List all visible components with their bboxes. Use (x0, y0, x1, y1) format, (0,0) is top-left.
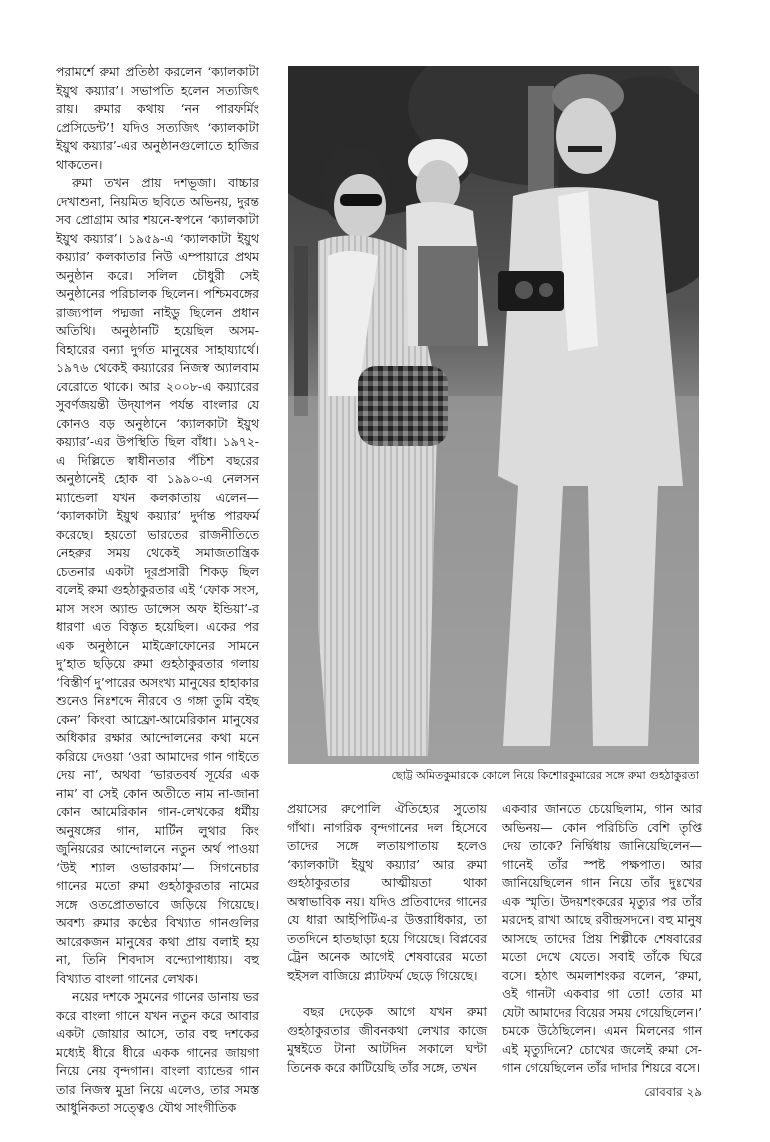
photo-caption: ছোট্ট অমিতকুমারকে কোলে নিয়ে কিশোরকুমারের সঙ্গে রুমা গুহঠাকুরতা (391, 769, 699, 782)
page-footer: রোববার ২৯ (644, 1085, 702, 1099)
article-column-right (502, 800, 702, 1078)
article-column-left (56, 63, 259, 1118)
article-paragraph: একবার জানতে চেয়েছিলাম, গান আর অভিনয়— কোন পরিচিতি বেশি তৃপ্তি দেয় তাকে? নির্দ্বিধায় জানিয়েছিলেন— গানেই তাঁর স্পষ্ট পক্ষপাত। আর জানিয়েছিলেন গান নিয়ে তাঁর দুঃখের এক স্মৃতি। উদয়শংকরের মৃত্যুর পর তাঁর মরদেহ রাখা আছে রবীন্দ্রসদনে। বহু মানুষ আসছে তাদের প্রিয় শিল্পীকে শেষবারের মতো দেখে যেতে। সবাই তাঁকে ঘিরে বসে। হঠাৎ অমলাশংকর বলেন, ‘রুমা, ওই গানটা একবার গা তো! তোর মা যেটা আমাদের বিয়ের সময় গেয়েছিলেন।’ চমকে উঠেছিলেন। এমন মিলনের গান এই মৃত্যুদিনে? চোখের জলেই রুমা সে-গান গেয়েছিলেন তাঁর দাদার শিয়রে বসে। (502, 801, 702, 1075)
article-paragraph: বছর দেড়েক আগে যখন রুমা গুহঠাকুরতার জীবনকথা লেখার কাজে মুম্বইতে টানা আটদিন সকালে ঘণ্টা তিনেক করে কাটিয়েছি তাঁর সঙ্গে, তখন (287, 1004, 487, 1075)
family-photo (288, 66, 699, 764)
article-column-middle (287, 800, 487, 1077)
article-paragraph: পরামর্শে রুমা প্রতিষ্ঠা করলেন ‘ক্যালকাটা ইয়ুথ কয়্যার’। সভাপতি হলেন সত্যজিৎ রায়। রুমার কথায় ‘নন পারফর্মিং প্রেসিডেন্ট’! যদিও সত্যজিৎ ‘ক্যালকাটা ইয়ুথ কয়্যার’-এর অনুষ্ঠানগুলোতে হাজির থাকতেন। (56, 64, 259, 172)
article-paragraph: নয়ের দশকে সুমনের গানের ডানায় ভর করে বাংলা গানে যখন নতুন করে আবার একটা জোয়ার আসে, তার বহু দশকের মধ্যেই ধীরে ধীরে একক গানের জায়গা নিয়ে নেয় বৃন্দগান। বাংলা ব্যান্ডের গান তার নিজস্ব মুদ্রা নিয়ে এলেও, তার সমস্ত আধুনিকতা সত্ত্বেও যৌথ সাংগীতিক (56, 989, 259, 1115)
article-paragraph: প্রয়াসের রুপোলি ঐতিহ্যের সুতোয় গাঁথা। নাগরিক বৃন্দগানের দল হিসেবে তাদের সঙ্গে লতায়পাতায় হলেও ‘ক্যালকাটা ইয়ুথ কয়্যার’ আর রুমা গুহঠাকুরতার আত্মীয়তা থাকা অস্বাভাবিক নয়। যদিও প্রতিবাদের গানের যে ধারা আইপিটিএ-র উত্তরাধিকার, তা ততদিনে হাতছাড়া হয়ে গিয়েছে। বিপ্লবের ট্রেন অনেক আগেই শেষবারের মতো হুইসল বাজিয়ে প্ল্যাটফর্ম ছেড়ে গিয়েছে। (287, 801, 487, 983)
article-paragraph: রুমা তখন প্রায় দশভূজা। বাচ্চার দেখাশুনা, নিয়মিত ছবিতে অভিনয়, দুরন্ত সব প্রোগ্রাম আর শয়নে-স্বপনে ‘ক্যালকাটা ইয়ুথ কয়্যার’। ১৯৫৯-এ ‘ক্যালকাটা ইয়ুথ কয়্যার’ কলকাতার নিউ এম্পায়ারে প্রথম অনুষ্ঠান করে। সলিল চৌধুরী সেই অনুষ্ঠানের পরিচালক ছিলেন। পশ্চিমবঙ্গের রাজ্যপাল পদ্মজা নাইডু ছিলেন প্রধান অতিথি। অনুষ্ঠানটি হয়েছিল অসম-বিহারের বন্যা দুর্গত মানুষের সাহায্যার্থে। ১৯৭৬ থেকেই কয়্যারের নিজস্ব অ্যালবাম বেরোতে থাকে। আর ২০০৮-এ কয়্যারের সুবর্ণজয়ন্তী উদ্‌যাপন পর্যন্ত বাংলার যে কোনও বড় অনুষ্ঠানে ‘ক্যালকাটা ইয়ুথ কয়্যার’-এর উপস্থিতি ছিল বাঁধা। ১৯৭২-এ দিল্লিতে স্বাধীনতার পঁচিশ বছরের অনুষ্ঠানেই হোক বা ১৯৯০-এ নেলসন ম্যান্ডেলা যখন কলকাতায় এলেন— ‘ক্যালকাটা ইয়ুথ কয়্যার’ দুর্দান্ত পারফর্ম করেছে। হয়তো ভারতের রাজনীতিতে নেহরুর সময় থেকেই সমাজতান্ত্রিক চেতনার একটা দূরপ্রসারী শিকড় ছিল বলেই রুমা গুহঠাকুরতার এই ‘ফোক সংস, মাস সংস অ্যান্ড ডান্সেস অফ ইন্ডিয়া’-র ধারণা এত বিস্তৃত হয়েছিল। একের পর এক অনুষ্ঠানে মাইক্রোফোনের সামনে দু’হাত ছড়িয়ে রুমা গুহঠাকুরতার গলায় ‘বিস্তীর্ণ দু’পারের অসংখ্য মানুষের হাহাকার শুনেও নিঃশব্দে নীরবে ও গঙ্গা তুমি বইছ কেন’ কিংবা আফ্রো-আমেরিকান মানুষের অধিকার রক্ষার আন্দোলনের কথা মনে করিয়ে দেওয়া ‘ওরা আমাদের গান গাইতে দেয় না’, অথবা ‘ভারতবর্ষ সূর্যের এক নাম’ বা সেই কোন অতীতে নাম না-জানা কোন আমেরিকান গান-লেখকের ধর্মীয় অনুষঙ্গের গান, মার্টিন লুথার কিং জুনিয়রের আন্দোলনে নতুন অর্থ পাওয়া ‘উই শ্যাল ওভারকাম’— সিগনেচার গানের মতো রুমা গুহঠাকুরতার নামের সঙ্গে ওতপ্রোতভাবে জড়িয়ে গিয়েছে। অবশ্য রুমার কণ্ঠের বিখ্যাত গানগুলির আরেকজন মানুষের কথা প্রায় বলাই হয় না, তিনি শিবদাস বন্দ্যোপাধ্যায়। বহু বিখ্যাত বাংলা গানের লেখক। (56, 175, 259, 986)
